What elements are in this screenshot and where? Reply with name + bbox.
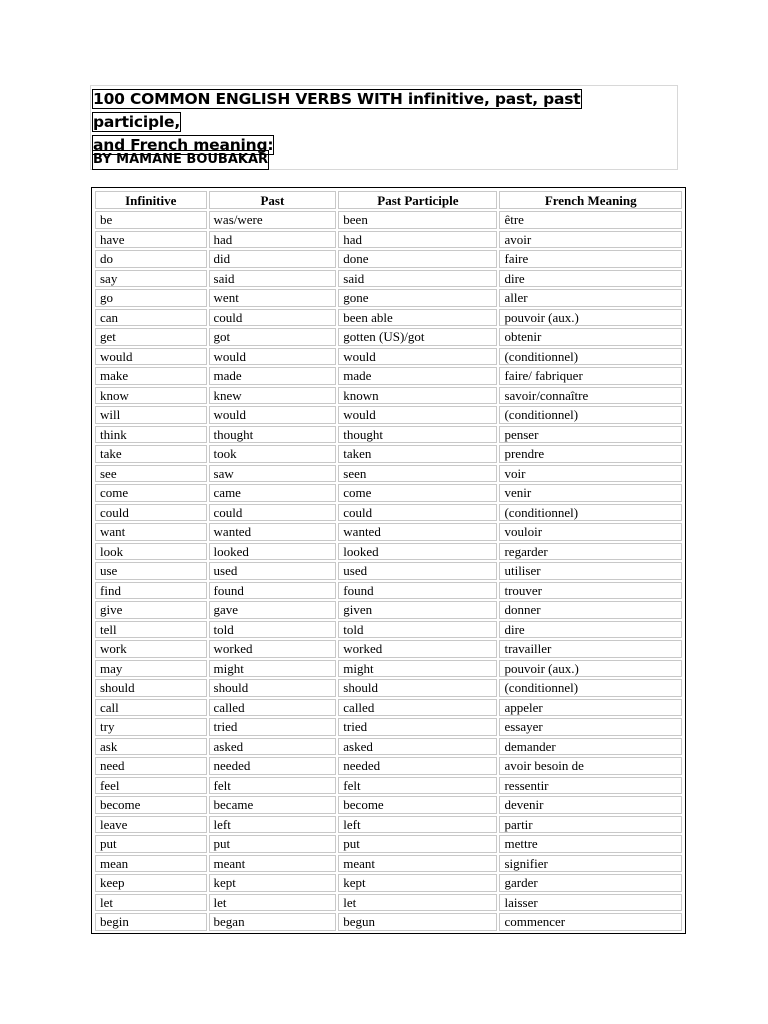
cell-infinitive: mean — [95, 855, 207, 873]
table-row — [95, 543, 682, 561]
cell-past: became — [209, 796, 337, 814]
title-block — [90, 85, 678, 170]
cell-past: knew — [209, 387, 337, 405]
table-row — [95, 679, 682, 697]
cell-french-meaning: savoir/connaître — [499, 387, 682, 405]
cell-infinitive: may — [95, 660, 207, 678]
cell-infinitive: need — [95, 757, 207, 775]
table-row — [95, 562, 682, 580]
table-row — [95, 894, 682, 912]
cell-french-meaning: dire — [499, 621, 682, 639]
cell-past-participle: looked — [338, 543, 497, 561]
table-row — [95, 426, 682, 444]
cell-past-participle: left — [338, 816, 497, 834]
table-row — [95, 582, 682, 600]
cell-infinitive: begin — [95, 913, 207, 931]
cell-past-participle: said — [338, 270, 497, 288]
cell-french-meaning: venir — [499, 484, 682, 502]
cell-french-meaning: appeler — [499, 699, 682, 717]
cell-past: let — [209, 894, 337, 912]
title-line-2: and French meaning: — [93, 136, 274, 154]
cell-past: should — [209, 679, 337, 697]
cell-past-participle: known — [338, 387, 497, 405]
cell-past-participle: taken — [338, 445, 497, 463]
cell-infinitive: leave — [95, 816, 207, 834]
table-row — [95, 406, 682, 424]
table-row — [95, 484, 682, 502]
cell-infinitive: have — [95, 231, 207, 249]
cell-infinitive: become — [95, 796, 207, 814]
author-line: BY MAMANE BOUBAKAR — [93, 152, 269, 167]
table-row — [95, 757, 682, 775]
cell-past-participle: called — [338, 699, 497, 717]
cell-past: would — [209, 348, 337, 366]
table-row — [95, 835, 682, 853]
cell-infinitive: go — [95, 289, 207, 307]
cell-past-participle: become — [338, 796, 497, 814]
cell-french-meaning: (conditionnel) — [499, 348, 682, 366]
cell-past-participle: been able — [338, 309, 497, 327]
cell-infinitive: look — [95, 543, 207, 561]
cell-french-meaning: dire — [499, 270, 682, 288]
cell-infinitive: tell — [95, 621, 207, 639]
header-french-meaning: French Meaning — [499, 191, 682, 209]
cell-past: took — [209, 445, 337, 463]
table-row — [95, 367, 682, 385]
table-row — [95, 504, 682, 522]
cell-infinitive: give — [95, 601, 207, 619]
cell-past: tried — [209, 718, 337, 736]
cell-french-meaning: partir — [499, 816, 682, 834]
cell-french-meaning: aller — [499, 289, 682, 307]
table-row — [95, 211, 682, 229]
cell-past: felt — [209, 777, 337, 795]
cell-french-meaning: faire — [499, 250, 682, 268]
cell-french-meaning: penser — [499, 426, 682, 444]
cell-past-participle: worked — [338, 640, 497, 658]
cell-past-participle: done — [338, 250, 497, 268]
cell-past-participle: needed — [338, 757, 497, 775]
cell-infinitive: say — [95, 270, 207, 288]
cell-french-meaning: signifier — [499, 855, 682, 873]
cell-french-meaning: voir — [499, 465, 682, 483]
cell-infinitive: use — [95, 562, 207, 580]
table-row — [95, 621, 682, 639]
cell-past: would — [209, 406, 337, 424]
cell-french-meaning: laisser — [499, 894, 682, 912]
cell-past: worked — [209, 640, 337, 658]
cell-past: told — [209, 621, 337, 639]
cell-past: left — [209, 816, 337, 834]
cell-past-participle: gotten (US)/got — [338, 328, 497, 346]
cell-past-participle: should — [338, 679, 497, 697]
document-title — [93, 88, 653, 157]
cell-infinitive: call — [95, 699, 207, 717]
table-row — [95, 718, 682, 736]
cell-past: said — [209, 270, 337, 288]
cell-french-meaning: (conditionnel) — [499, 679, 682, 697]
table-row — [95, 309, 682, 327]
cell-french-meaning: trouver — [499, 582, 682, 600]
cell-infinitive: can — [95, 309, 207, 327]
cell-infinitive: come — [95, 484, 207, 502]
cell-french-meaning: ressentir — [499, 777, 682, 795]
cell-infinitive: put — [95, 835, 207, 853]
cell-past-participle: thought — [338, 426, 497, 444]
cell-french-meaning: garder — [499, 874, 682, 892]
cell-past-participle: could — [338, 504, 497, 522]
cell-french-meaning: travailler — [499, 640, 682, 658]
table-row — [95, 328, 682, 346]
cell-past-participle: seen — [338, 465, 497, 483]
cell-french-meaning: essayer — [499, 718, 682, 736]
cell-infinitive: find — [95, 582, 207, 600]
cell-french-meaning: être — [499, 211, 682, 229]
cell-past-participle: made — [338, 367, 497, 385]
cell-past: meant — [209, 855, 337, 873]
cell-infinitive: ask — [95, 738, 207, 756]
cell-infinitive: make — [95, 367, 207, 385]
cell-french-meaning: vouloir — [499, 523, 682, 541]
cell-past: used — [209, 562, 337, 580]
table-header-row — [95, 191, 682, 209]
cell-french-meaning: faire/ fabriquer — [499, 367, 682, 385]
cell-past: found — [209, 582, 337, 600]
cell-past: put — [209, 835, 337, 853]
table-row — [95, 601, 682, 619]
cell-past: needed — [209, 757, 337, 775]
cell-past-participle: given — [338, 601, 497, 619]
cell-past: wanted — [209, 523, 337, 541]
cell-french-meaning: (conditionnel) — [499, 406, 682, 424]
cell-french-meaning: avoir — [499, 231, 682, 249]
table-row — [95, 465, 682, 483]
cell-past: saw — [209, 465, 337, 483]
table-row — [95, 816, 682, 834]
table-row — [95, 289, 682, 307]
cell-infinitive: let — [95, 894, 207, 912]
header-past: Past — [209, 191, 337, 209]
cell-past-participle: let — [338, 894, 497, 912]
table-row — [95, 660, 682, 678]
cell-past: called — [209, 699, 337, 717]
table-row — [95, 387, 682, 405]
cell-infinitive: get — [95, 328, 207, 346]
cell-infinitive: try — [95, 718, 207, 736]
table-row — [95, 231, 682, 249]
cell-past-participle: asked — [338, 738, 497, 756]
cell-french-meaning: pouvoir (aux.) — [499, 660, 682, 678]
cell-past: gave — [209, 601, 337, 619]
cell-infinitive: will — [95, 406, 207, 424]
cell-past-participle: had — [338, 231, 497, 249]
cell-infinitive: be — [95, 211, 207, 229]
cell-past-participle: tried — [338, 718, 497, 736]
cell-french-meaning: prendre — [499, 445, 682, 463]
cell-french-meaning: demander — [499, 738, 682, 756]
cell-past: thought — [209, 426, 337, 444]
cell-past: came — [209, 484, 337, 502]
table-row — [95, 796, 682, 814]
cell-past: could — [209, 504, 337, 522]
cell-past-participle: begun — [338, 913, 497, 931]
cell-past-participle: used — [338, 562, 497, 580]
cell-past-participle: kept — [338, 874, 497, 892]
cell-past-participle: gone — [338, 289, 497, 307]
cell-infinitive: know — [95, 387, 207, 405]
cell-infinitive: feel — [95, 777, 207, 795]
cell-french-meaning: commencer — [499, 913, 682, 931]
cell-past-participle: might — [338, 660, 497, 678]
cell-french-meaning: devenir — [499, 796, 682, 814]
cell-french-meaning: regarder — [499, 543, 682, 561]
cell-past-participle: found — [338, 582, 497, 600]
table-body — [95, 211, 682, 931]
header-past-participle: Past Participle — [338, 191, 497, 209]
cell-past: made — [209, 367, 337, 385]
cell-french-meaning: (conditionnel) — [499, 504, 682, 522]
cell-past-participle: told — [338, 621, 497, 639]
cell-past: kept — [209, 874, 337, 892]
verbs-table-frame — [91, 187, 686, 934]
cell-past-participle: would — [338, 348, 497, 366]
cell-french-meaning: donner — [499, 601, 682, 619]
cell-infinitive: could — [95, 504, 207, 522]
table-row — [95, 640, 682, 658]
table-row — [95, 523, 682, 541]
table-row — [95, 738, 682, 756]
cell-past: began — [209, 913, 337, 931]
cell-infinitive: work — [95, 640, 207, 658]
verbs-table — [93, 189, 684, 933]
title-line-1: 100 COMMON ENGLISH VERBS WITH infinitive, past, past participle, — [93, 90, 581, 131]
table-row — [95, 855, 682, 873]
cell-infinitive: keep — [95, 874, 207, 892]
cell-past: could — [209, 309, 337, 327]
cell-french-meaning: obtenir — [499, 328, 682, 346]
cell-past: asked — [209, 738, 337, 756]
cell-infinitive: see — [95, 465, 207, 483]
table-row — [95, 250, 682, 268]
table-row — [95, 913, 682, 931]
cell-infinitive: want — [95, 523, 207, 541]
table-row — [95, 348, 682, 366]
cell-past-participle: been — [338, 211, 497, 229]
table-row — [95, 874, 682, 892]
cell-past: did — [209, 250, 337, 268]
cell-past: had — [209, 231, 337, 249]
cell-french-meaning: avoir besoin de — [499, 757, 682, 775]
cell-past: was/were — [209, 211, 337, 229]
header-infinitive: Infinitive — [95, 191, 207, 209]
table-row — [95, 270, 682, 288]
cell-infinitive: should — [95, 679, 207, 697]
cell-infinitive: would — [95, 348, 207, 366]
cell-infinitive: take — [95, 445, 207, 463]
cell-infinitive: think — [95, 426, 207, 444]
cell-french-meaning: mettre — [499, 835, 682, 853]
cell-infinitive: do — [95, 250, 207, 268]
cell-past-participle: wanted — [338, 523, 497, 541]
cell-past: might — [209, 660, 337, 678]
cell-french-meaning: utiliser — [499, 562, 682, 580]
cell-past: looked — [209, 543, 337, 561]
table-row — [95, 777, 682, 795]
cell-past-participle: felt — [338, 777, 497, 795]
cell-past-participle: come — [338, 484, 497, 502]
cell-french-meaning: pouvoir (aux.) — [499, 309, 682, 327]
cell-past-participle: would — [338, 406, 497, 424]
cell-past: went — [209, 289, 337, 307]
cell-past: got — [209, 328, 337, 346]
cell-past-participle: meant — [338, 855, 497, 873]
table-row — [95, 445, 682, 463]
cell-past-participle: put — [338, 835, 497, 853]
table-row — [95, 699, 682, 717]
